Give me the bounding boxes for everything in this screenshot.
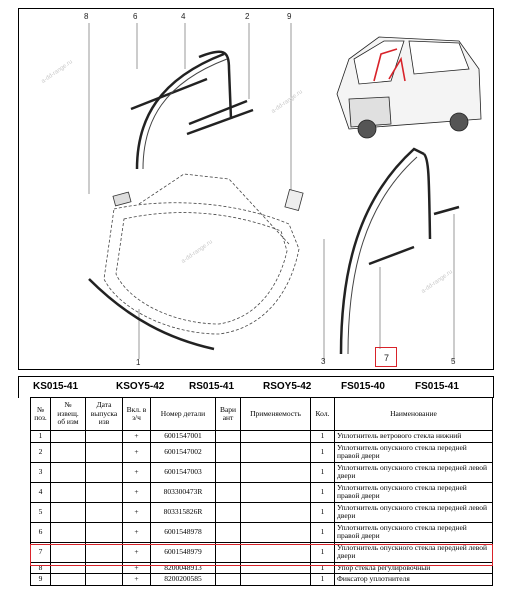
table-row[interactable] — [31, 462, 493, 482]
cell-name: Уплотнитель ветрового стекла нижний — [335, 431, 493, 443]
cell-pos: 1 — [31, 431, 51, 443]
header-incl: Вкл. в з/ч — [123, 398, 151, 431]
cell-incl: + — [123, 502, 151, 522]
cell-pos: 9 — [31, 574, 51, 586]
cell-incl: + — [123, 482, 151, 502]
cell-qty: 1 — [311, 502, 335, 522]
watermark: a-dd-range.ru — [180, 239, 214, 265]
model-code: RSOY5-42 — [263, 381, 312, 392]
cell-incl: + — [123, 542, 151, 562]
table-row[interactable] — [31, 442, 493, 462]
cell-qty: 1 — [311, 462, 335, 482]
table-row[interactable] — [31, 502, 493, 522]
cell-pos: 5 — [31, 502, 51, 522]
model-code: RS015-41 — [189, 381, 235, 392]
watermark: a-dd-range.ru — [270, 89, 304, 115]
cell-name: Уплотнитель опускного стекла передней левой двери — [335, 542, 493, 562]
cell-pos: 3 — [31, 462, 51, 482]
header-part: Номер детали — [151, 398, 216, 431]
model-codes-bar — [18, 376, 494, 398]
header-applic: Применяемость — [241, 398, 311, 431]
cell-part: 6001548978 — [151, 522, 216, 542]
cell-name: Уплотнитель опускного стекла передней правой двери — [335, 442, 493, 462]
cell-incl: + — [123, 574, 151, 586]
model-code: KSOY5-42 — [116, 381, 165, 392]
cell-part: 6001547002 — [151, 442, 216, 462]
cell-qty: 1 — [311, 574, 335, 586]
header-date: Дата выпуска изв — [86, 398, 123, 431]
callout-2: 2 — [245, 12, 250, 21]
watermark: a-dd-range.ru — [420, 269, 454, 295]
cell-name: Фиксатор уплотнителя — [335, 574, 493, 586]
parts-table — [30, 397, 493, 586]
cell-part: 803300473R — [151, 482, 216, 502]
cell-pos: 2 — [31, 442, 51, 462]
table-row[interactable] — [31, 431, 493, 443]
table-header-row — [31, 398, 493, 431]
cell-incl: + — [123, 562, 151, 574]
parts-diagram — [18, 8, 494, 370]
table-row[interactable] — [31, 522, 493, 542]
header-variant: Вари ант — [216, 398, 241, 431]
watermark: a-dd-range.ru — [40, 59, 74, 85]
model-code: FS015-41 — [415, 381, 459, 392]
cell-incl: + — [123, 462, 151, 482]
cell-part: 6001547001 — [151, 431, 216, 443]
cell-qty: 1 — [311, 482, 335, 502]
cell-qty: 1 — [311, 431, 335, 443]
header-notice: № извещ. об изм — [51, 398, 86, 431]
cell-part: 6001548979 — [151, 542, 216, 562]
model-code: FS015-40 — [341, 381, 385, 392]
cell-pos: 4 — [31, 482, 51, 502]
header-pos: № поз. — [31, 398, 51, 431]
cell-pos: 7 — [31, 542, 51, 562]
header-name: Наименование — [335, 398, 493, 431]
cell-name: Уплотнитель опускного стекла передней правой двери — [335, 482, 493, 502]
callout-1: 1 — [136, 358, 141, 367]
table-row[interactable] — [31, 562, 493, 574]
callout-4: 4 — [181, 12, 186, 21]
callout-6: 6 — [133, 12, 138, 21]
cell-qty: 1 — [311, 522, 335, 542]
callout-9: 9 — [287, 12, 292, 21]
cell-qty: 1 — [311, 562, 335, 574]
model-code: KS015-41 — [33, 381, 79, 392]
cell-part: 6001547003 — [151, 462, 216, 482]
cell-incl: + — [123, 522, 151, 542]
cell-part: 803315826R — [151, 502, 216, 522]
cell-qty: 1 — [311, 542, 335, 562]
cell-qty: 1 — [311, 442, 335, 462]
cell-pos: 6 — [31, 522, 51, 542]
header-qty: Кол. — [311, 398, 335, 431]
callout-3: 3 — [321, 357, 326, 366]
cell-name: Уплотнитель опускного стекла передней левой двери — [335, 502, 493, 522]
callout-8: 8 — [84, 12, 89, 21]
table-row[interactable] — [31, 574, 493, 586]
table-row[interactable] — [31, 482, 493, 502]
cell-name: Уплотнитель опускного стекла передней правой двери — [335, 522, 493, 542]
cell-incl: + — [123, 442, 151, 462]
cell-pos: 8 — [31, 562, 51, 574]
cell-name: Упор стекла регулировочный — [335, 562, 493, 574]
cell-part: 8200048913 — [151, 562, 216, 574]
cell-name: Уплотнитель опускного стекла передней левой двери — [335, 462, 493, 482]
parts-illustration — [19, 9, 493, 369]
cell-part: 8200200585 — [151, 574, 216, 586]
cell-incl: + — [123, 431, 151, 443]
callout-5: 5 — [451, 357, 456, 366]
highlight-callout-7 — [375, 347, 397, 367]
callout-7: 7 — [384, 353, 390, 363]
table-row-highlighted[interactable] — [31, 542, 493, 562]
